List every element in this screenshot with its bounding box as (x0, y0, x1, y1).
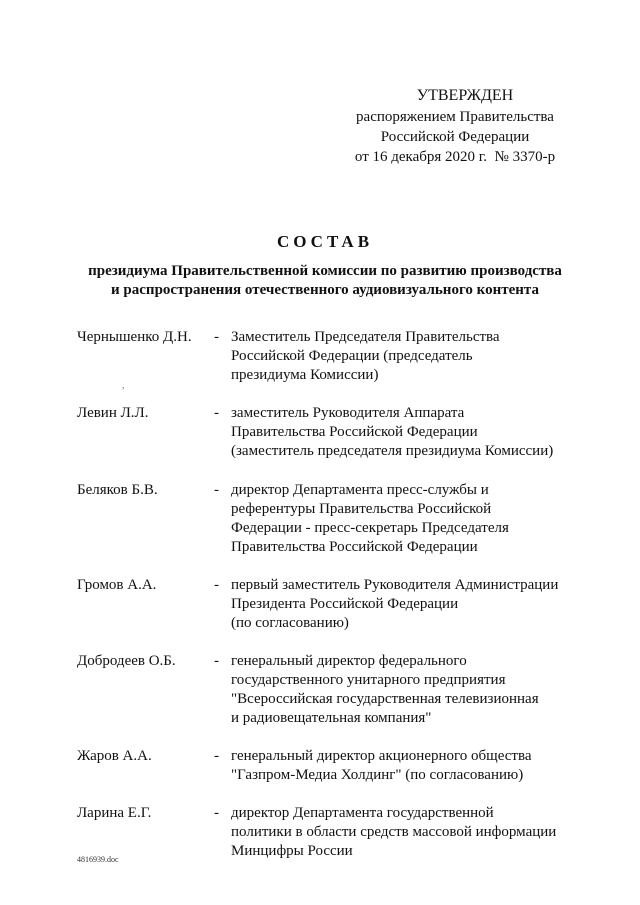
member-dash: - (214, 577, 219, 593)
approval-block (330, 86, 580, 167)
subheading-line-2: и распространения отечественного аудиовизуального контента (111, 282, 539, 298)
member-role-line: государственного унитарного предприятия (231, 672, 506, 688)
member-role-line: Заместитель Председателя Правительства (231, 329, 500, 345)
member-entry (77, 652, 577, 728)
member-role (231, 576, 577, 633)
member-role (231, 404, 577, 461)
member-name: Жаров А.А. (77, 748, 152, 764)
member-name: Громов А.А. (77, 577, 157, 593)
member-role-line: заместитель Руководителя Аппарата (231, 405, 465, 421)
member-dash: - (214, 805, 219, 821)
footer-file-code: 4816939.doc (77, 855, 119, 864)
member-entry (77, 804, 577, 861)
document-heading: СОСТАВ (276, 232, 374, 251)
member-role-line: и радиовещательная компания" (231, 710, 432, 726)
stray-mark: , (122, 380, 125, 390)
member-role (231, 652, 577, 728)
member-list (77, 328, 577, 861)
member-role-line: "Всероссийская государственная телевизионная (231, 691, 539, 707)
member-dash: - (214, 405, 219, 421)
member-role (231, 804, 577, 861)
member-role-line: Президента Российской Федерации (231, 596, 459, 612)
member-role-line: референтуры Правительства Российской (231, 501, 492, 517)
member-role-line: генеральный директор акционерного общества (231, 748, 532, 764)
member-role-line: (по согласованию) (231, 615, 349, 631)
member-role-line: директор Департамента пресс-службы и (231, 482, 489, 498)
member-entry (77, 747, 577, 785)
member-name: Чернышенко Д.Н. (77, 329, 192, 345)
approval-line-2: Российской Федерации (380, 129, 530, 145)
member-name: Добродеев О.Б. (77, 653, 176, 669)
member-name: Беляков Б.В. (77, 482, 158, 498)
approval-line-1: распоряжением Правительства (356, 109, 554, 125)
member-name: Левин Л.Л. (77, 405, 149, 421)
member-entry (77, 576, 577, 633)
member-role-line: директор Департамента государственной (231, 805, 494, 821)
member-role-line: Минцифры России (231, 843, 353, 859)
member-role-line: "Газпром-Медиа Холдинг" (по согласованию) (231, 767, 524, 783)
member-entry (77, 328, 577, 385)
member-role-line: Правительства Российской Федерации (231, 424, 478, 440)
member-dash: - (214, 482, 219, 498)
member-entry (77, 481, 577, 557)
member-role (231, 481, 577, 557)
member-role (231, 328, 577, 385)
member-role (231, 747, 577, 785)
member-dash: - (214, 748, 219, 764)
member-role-line: политики в области средств массовой информации (231, 824, 557, 840)
approval-date-line: от 16 декабря 2020 г. № 3370-р (354, 149, 556, 165)
member-role-line: генеральный директор федерального (231, 653, 467, 669)
member-role-line: президиума Комиссии) (231, 367, 379, 383)
member-dash: - (214, 653, 219, 669)
member-role-line: первый заместитель Руководителя Администрации (231, 577, 559, 593)
member-dash: - (214, 329, 219, 345)
member-name: Ларина Е.Г. (77, 805, 152, 821)
document-subheading (60, 262, 590, 300)
member-role-line: Российской Федерации (председатель (231, 348, 473, 364)
member-role-line: Федерации - пресс-секретарь Председателя (231, 520, 509, 536)
member-role-line: (заместитель председателя президиума Комиссии) (231, 443, 554, 459)
subheading-line-1: президиума Правительственной комиссии по развитию производства (88, 263, 562, 279)
member-entry (77, 404, 577, 461)
approval-title: УТВЕРЖДЕН (416, 87, 514, 104)
member-role-line: Правительства Российской Федерации (231, 539, 478, 555)
